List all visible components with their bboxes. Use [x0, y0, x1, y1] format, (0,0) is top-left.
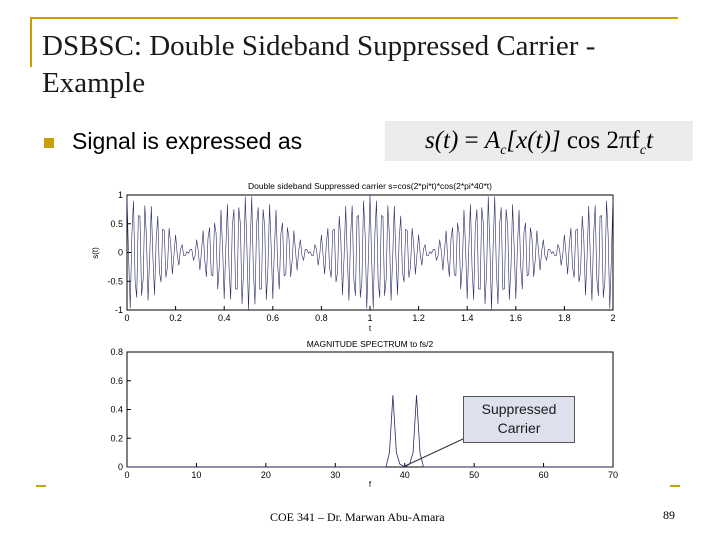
plot1-xtick-label: 0.4	[217, 313, 231, 323]
formula-lhs: s(t)	[424, 127, 459, 154]
plot1-series-line	[127, 195, 613, 310]
formula-freq-sub: c	[639, 143, 647, 158]
plot2-xtick-label: 70	[607, 470, 619, 480]
plot2-ytick-label: 0.2	[110, 433, 123, 444]
time-domain-plot	[91, 181, 616, 333]
plot1-xtick-label: 1.6	[509, 313, 523, 323]
plot1-xtick-label: 1.4	[460, 313, 474, 323]
footer-text: COE 341 – Dr. Marwan Abu-Amara	[270, 510, 445, 524]
plot2-xtick-label: 60	[538, 470, 549, 480]
formula-equals: =	[464, 127, 479, 154]
plot1-ytick-label: 1	[117, 190, 123, 200]
plot1-ytick-label: 0.5	[110, 218, 123, 229]
plot1-ylabel: s(t)	[91, 247, 100, 259]
bullet-text: Signal is expressed as	[72, 128, 303, 154]
plot2-xtick-label: 10	[191, 470, 202, 480]
plot1-xtick-label: 2	[610, 313, 616, 323]
plot2-ytick-label: 0.6	[110, 375, 123, 386]
page-number: 89	[663, 508, 675, 522]
formula-signal: [x(t)]	[506, 127, 561, 154]
plot1-xtick-label: 0	[124, 313, 130, 323]
plot2-ytick-label: 0	[117, 462, 123, 472]
plot2-ytick-label: 0.8	[110, 347, 123, 357]
plot2-xtick-label: 0	[124, 470, 130, 480]
formula-amp: A	[484, 127, 501, 154]
plot2-xtick-label: 50	[469, 470, 480, 480]
plot1-xtick-label: 0.6	[266, 313, 280, 323]
plot1-axes-box	[127, 195, 613, 310]
plot2-xtick-label: 30	[330, 470, 341, 480]
plot1-xtick-label: 1.8	[558, 313, 571, 323]
plot1-xtick-label: 0.8	[315, 313, 328, 323]
formula-t: t	[646, 127, 654, 154]
callout-line1: Suppressed	[481, 401, 557, 417]
plot2-xtick-label: 40	[399, 470, 410, 480]
plot1-xtick-label: 1	[367, 313, 373, 323]
plot1-xtick-label: 0.2	[169, 313, 182, 323]
suppressed-carrier-callout	[463, 396, 575, 443]
slide-title: DSBSC: Double Sideband Suppressed Carrier - Example	[42, 30, 596, 99]
plot1-ytick-label: -1	[114, 305, 123, 315]
formula-amp-sub: c	[500, 143, 507, 158]
formula-cos: cos 2πf	[566, 127, 640, 154]
callout-line2: Carrier	[497, 420, 541, 436]
plot2-xlabel: f	[368, 480, 372, 489]
plot1-xlabel: t	[368, 324, 372, 333]
plot1-xtick-label: 1.2	[412, 313, 425, 323]
plot1-title: Double sideband Suppressed carrier s=cos(2*pi*t)*cos(2*pi*40*t)	[247, 181, 493, 191]
plot2-title: MAGNITUDE SPECTRUM to fs/2	[306, 339, 434, 349]
plot2-xtick-label: 20	[260, 470, 271, 480]
plot1-ytick-label: 0	[117, 247, 123, 258]
plot1-ytick-label: -0.5	[107, 276, 123, 287]
plot2-ytick-label: 0.4	[110, 404, 123, 415]
